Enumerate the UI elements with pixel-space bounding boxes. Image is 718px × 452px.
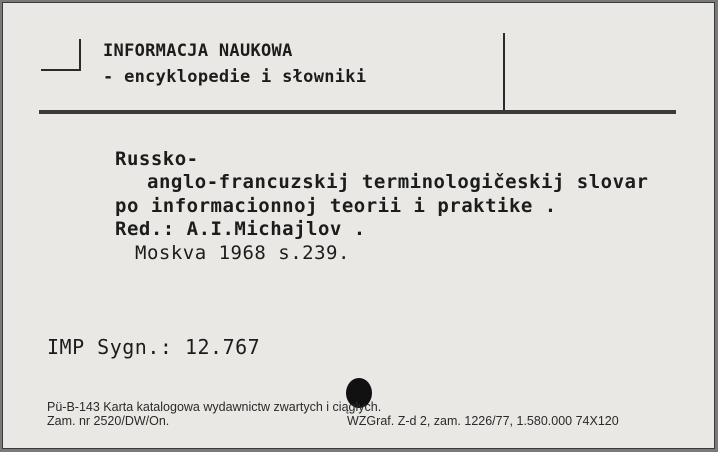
- header-horizontal-rule: [39, 110, 676, 114]
- entry-title-line-3: po informacionnoj teorii i praktike .: [115, 195, 557, 217]
- corner-tick-vertical: [79, 39, 81, 71]
- entry-title-line-2: anglo-francuzskij terminologičeskij slovar: [147, 171, 649, 193]
- corner-tick-horizontal: [41, 69, 81, 71]
- header-category: INFORMACJA NAUKOWA: [103, 41, 293, 61]
- catalog-card: [2, 2, 715, 449]
- header-vertical-rule: [503, 33, 505, 113]
- entry-title-line-1: Russko-: [115, 148, 199, 170]
- footer-card-type: Pü-B-143 Karta katalogowa wydawnictw zwartych i ciągłych.: [47, 400, 382, 414]
- header-subcategory: - encyklopedie i słowniki: [103, 67, 367, 87]
- signature-number: IMP Sygn.: 12.767: [47, 335, 261, 359]
- entry-imprint: Moskva 1968 s.239.: [135, 242, 350, 264]
- footer-order-number: Zam. nr 2520/DW/On.: [47, 414, 170, 428]
- footer-printer-info: WZGraf. Z-d 2, zam. 1226/77, 1.580.000 74X120: [347, 414, 619, 428]
- entry-editor: Red.: A.I.Michajlov .: [115, 218, 366, 240]
